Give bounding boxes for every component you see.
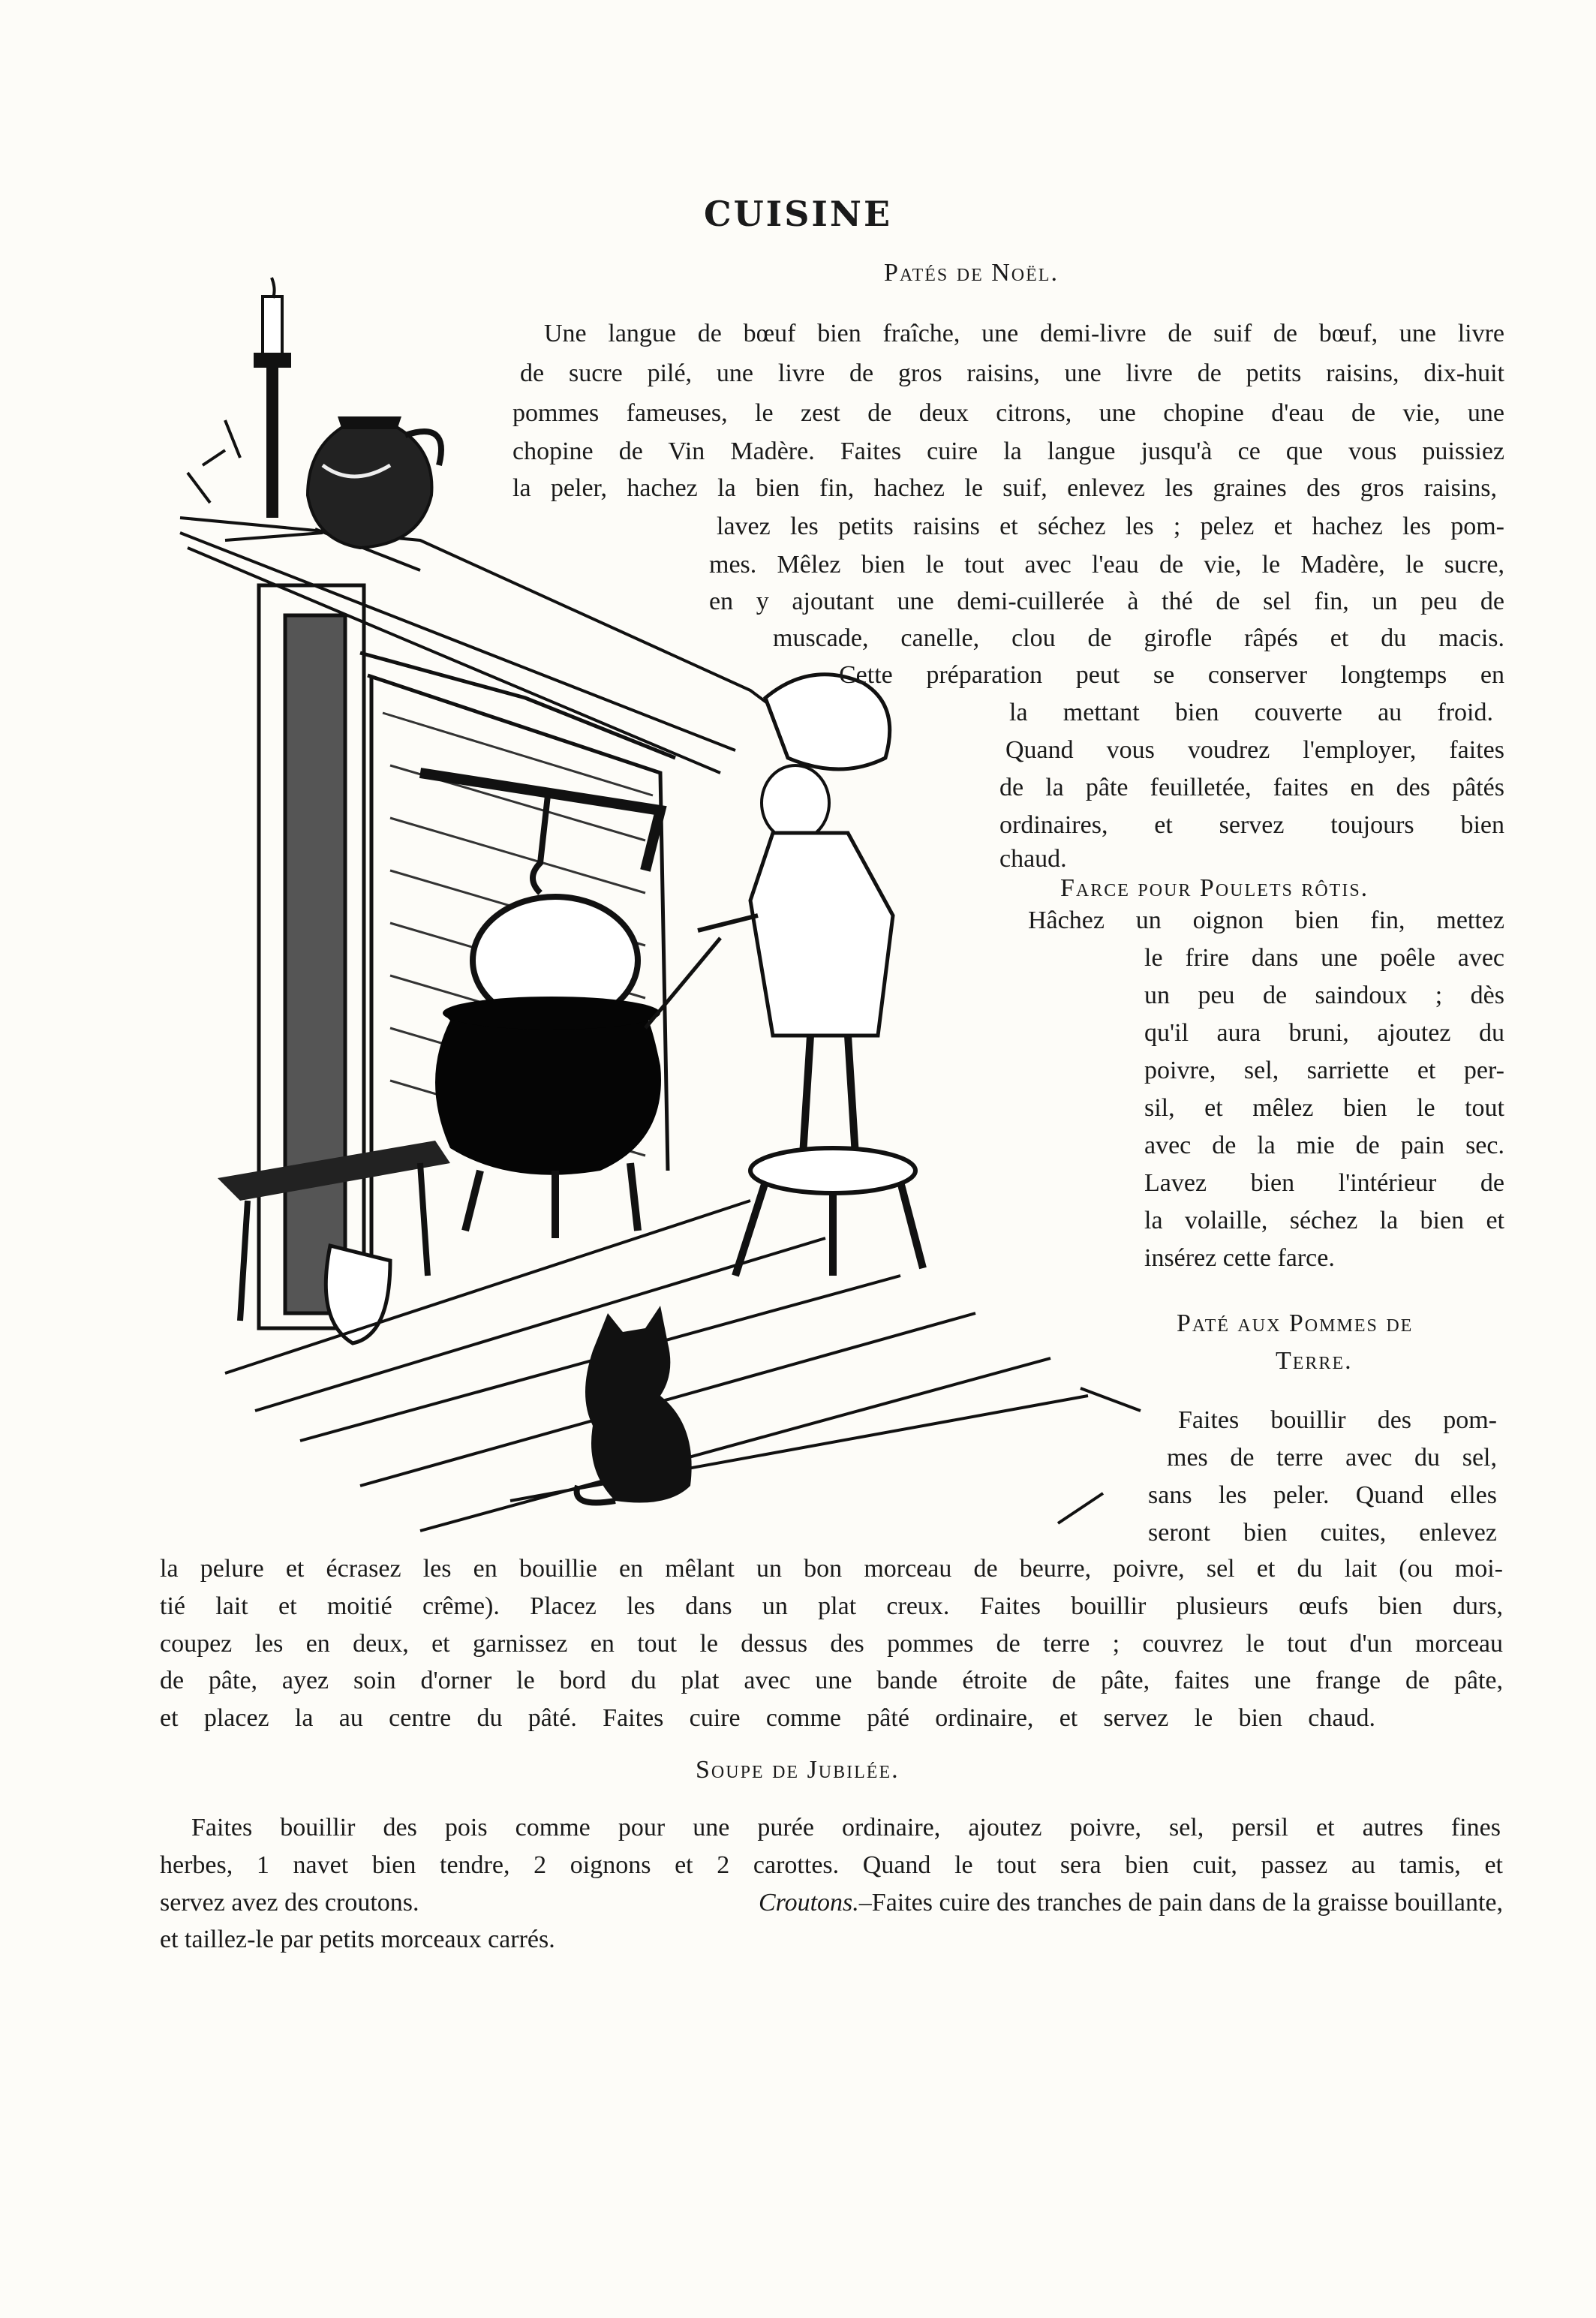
croutons-dash: – <box>858 1889 872 1917</box>
pot-hook <box>420 773 660 893</box>
text-line: la volaille, séchez la bien et <box>1144 1208 1504 1234</box>
cauldron-icon <box>435 897 720 1238</box>
section-title-pate-aux-pommes-line2: Terre. <box>1276 1347 1353 1375</box>
text-line: avec de la mie de pain sec. <box>1144 1133 1504 1159</box>
text-line: muscade, canelle, clou de girofle râpés et du macis. <box>773 626 1504 651</box>
text-line: et taillez-le par petits morceaux carrés. <box>160 1927 555 1953</box>
text-line: insérez cette farce. <box>1144 1246 1335 1271</box>
text-line: sil, et mêlez bien le tout <box>1144 1096 1504 1121</box>
section-title-pate-aux-pommes-line1: Paté aux Pommes de <box>1177 1309 1414 1337</box>
text-line: de la pâte feuilletée, faites en des pâtés <box>999 775 1504 801</box>
text-line: la mettant bien couverte au froid. <box>1009 700 1493 726</box>
text-line: de pâte, ayez soin d'orner le bord du plat avec une bande étroite de pâte, faites une frange de pâte, <box>160 1668 1503 1694</box>
page-title: CUISINE <box>703 194 893 234</box>
text-line: Une langue de bœuf bien fraîche, une demi-livre de suif de bœuf, une livre <box>544 321 1504 347</box>
candle-icon <box>188 278 291 518</box>
text-line: poivre, sel, sarriette et per- <box>1144 1058 1504 1084</box>
text-line: chopine de Vin Madère. Faites cuire la langue jusqu'à ce que vous puissiez <box>512 439 1504 465</box>
croutons-definition <box>759 1890 1503 1916</box>
text-line: pommes fameuses, le zest de deux citrons, une chopine d'eau de vie, une <box>512 401 1504 426</box>
text-line: la peler, hachez la bien fin, hachez le suif, enlevez les graines des gros raisins, <box>512 476 1497 501</box>
text-line: chaud. <box>999 846 1067 872</box>
text-line: et placez la au centre du pâté. Faites cuire comme pâté ordinaire, et servez le bien chaud. <box>160 1706 1375 1731</box>
text-segment: servez avez des croutons. <box>160 1889 419 1917</box>
text-line: mes. Mêlez bien le tout avec l'eau de vie, le Madère, le sucre, <box>709 552 1504 578</box>
text-line: la pelure et écrasez les en bouillie en mêlant un bon morceau de beurre, poivre, sel et du lait (ou moi- <box>160 1556 1503 1582</box>
text-line: coupez les en deux, et garnissez en tout le dessus des pommes de terre ; couvrez le tout d'un morceau <box>160 1631 1503 1657</box>
text-line-croutons <box>160 1890 1503 1916</box>
text-line: Faites bouillir des pom- <box>1178 1408 1497 1433</box>
section-title-pates-de-noel: Patés de Noël. <box>884 259 1059 287</box>
text-line: qu'il aura bruni, ajoutez du <box>1144 1021 1504 1046</box>
cat-icon <box>577 1306 692 1503</box>
text-line: Faites bouillir des pois comme pour une purée ordinaire, ajoutez poivre, sel, persil et autres fines <box>191 1815 1501 1841</box>
text-line: herbes, 1 navet bien tendre, 2 oignons et 2 carottes. Quand le tout sera bien cuit, passez au tamis, et <box>160 1853 1503 1878</box>
jug-icon <box>308 416 441 548</box>
text-line: Cette préparation peut se conserver longtemps en <box>839 663 1504 688</box>
text-line: Quand vous voudrez l'employer, faites <box>1005 738 1504 763</box>
text-line: de sucre pilé, une livre de gros raisins, une livre de petits raisins, dix-huit <box>520 361 1504 386</box>
text-line: seront bien cuites, enlevez <box>1148 1520 1497 1546</box>
text-line: ordinaires, et servez toujours bien <box>999 813 1504 838</box>
text-segment: Faites cuire des tranches de pain dans de la graisse bouillante, <box>871 1889 1503 1917</box>
text-line: Hâchez un oignon bien fin, mettez <box>1028 908 1504 934</box>
text-line: en y ajoutant une demi-cuillerée à thé de sel fin, un peu de <box>709 589 1504 615</box>
text-line: un peu de saindoux ; dès <box>1144 983 1504 1009</box>
text-line: lavez les petits raisins et séchez les ; pelez et hachez les pom- <box>717 514 1504 540</box>
text-line: sans les peler. Quand elles <box>1148 1483 1497 1508</box>
section-title-farce-pour-poulets: Farce pour Poulets rôtis. <box>1060 874 1369 902</box>
mantel-shelf <box>180 518 780 773</box>
text-line: Lavez bien l'intérieur de <box>1144 1171 1504 1196</box>
section-title-soupe-de-jubilee: Soupe de Jubilée. <box>696 1756 900 1784</box>
croutons-label: Croutons. <box>758 1889 859 1917</box>
text-line: tié lait et moitié crême). Placez les dans un plat creux. Faites bouillir plusieurs œufs bien durs, <box>160 1594 1503 1619</box>
text-line: mes de terre avec du sel, <box>1167 1445 1497 1471</box>
text-line: le frire dans une poêle avec <box>1144 946 1504 971</box>
